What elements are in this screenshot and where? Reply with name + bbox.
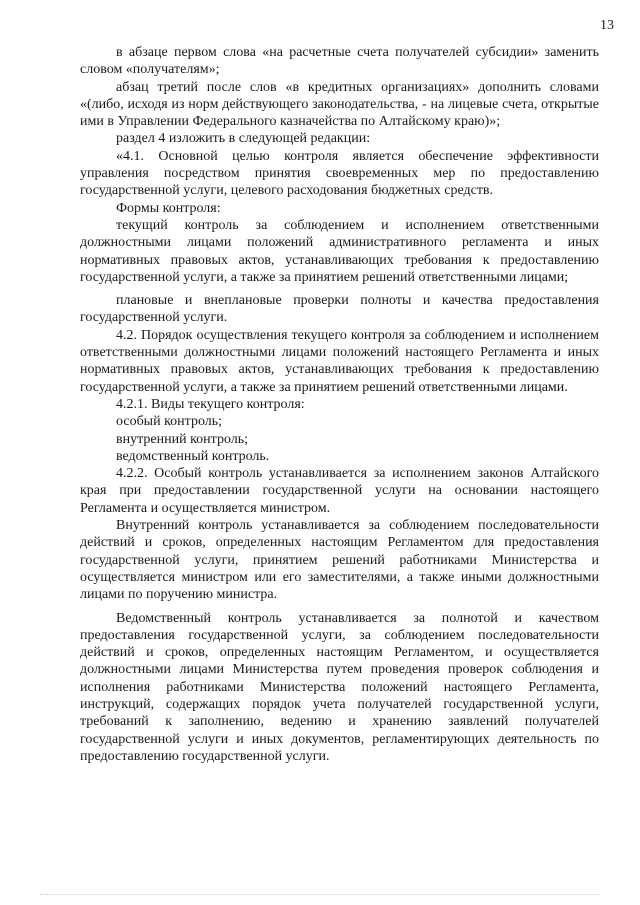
paragraph-amendment-2: абзац третий после слов «в кредитных организациях» дополнить словами «(либо, исходя из норм действующего законодательства, - на лицевые счета, открытые ими в Управлении Федерального казначейства по Алтайскому краю)»; (80, 79, 599, 130)
paragraph-internal-control: Внутренний контроль устанавливается за соблюдением последовательности действий и сроков, определенных настоящим Регламентом для предоставления государственной услуги, принятием решений работниками Министерства и осуществляется министром или его заместителями, а также иными должностными лицами по поручению министра. (80, 518, 599, 603)
paragraph-departmental-control: Ведомственный контроль устанавливается за полнотой и качеством предоставления государственной услуги, за соблюдением последовательности действий и сроков, определенных настоящим Регламентом, и осуществляется должностными лицами Министерства путем проведения проверок соблюдения и исполнения работниками Министерства положений настоящего Регламента, инструкций, содержащих порядок учета получателей государственной услуги, требований к заполнению, ведению и хранению заявлений получателей государственной услуги и иных документов, регламентирующих деятельность по предоставлению государственной услуги. (80, 610, 599, 764)
scan-artifact-line (40, 894, 600, 895)
list-item-internal-control: внутренний контроль; (116, 431, 249, 447)
paragraph-planned-checks: плановые и внеплановые проверки полноты и качества предоставления государственной услуги. (80, 293, 599, 326)
paragraph-current-control: текущий контроль за соблюдением и исполнением ответственными должностными лицами положений административного регламента и иных нормативных правовых актов, устанавливающих требования к предоставлению государственной услуги, а также за принятием решений ответственными лицами; (80, 217, 599, 285)
paragraph-4-2: 4.2. Порядок осуществления текущего контроля за соблюдением и исполнением ответственными должностными лицами положений настоящего Регламента и иных нормативных правовых актов, устанавливающих требования к предоставлению государственной услуги, а также за принятием решений ответственными лицами. (80, 327, 599, 395)
paragraph-4-2-1: 4.2.1. Виды текущего контроля: (116, 396, 305, 412)
document-body (80, 44, 599, 765)
paragraph-4-2-2: 4.2.2. Особый контроль устанавливается за исполнением законов Алтайского края при предоставлении государственной услуги на основании настоящего Регламента и осуществляется министром. (80, 466, 599, 516)
paragraph-control-forms: Формы контроля: (116, 200, 221, 216)
paragraph-amendment-1: в абзаце первом слова «на расчетные счета получателей субсидии» заменить словом «получателям»; (80, 45, 599, 78)
list-item-departmental-control: ведомственный контроль. (116, 448, 270, 464)
page-number: 13 (600, 18, 614, 33)
paragraph-4-1: «4.1. Основной целью контроля является обеспечение эффективности управления посредством принятия своевременных мер по предоставлению государственной услуги, целевого расходования бюджетных средств. (80, 148, 599, 199)
list-item-special-control: особый контроль; (116, 414, 223, 430)
paragraph-section-4-intro: раздел 4 изложить в следующей редакции: (116, 131, 371, 147)
